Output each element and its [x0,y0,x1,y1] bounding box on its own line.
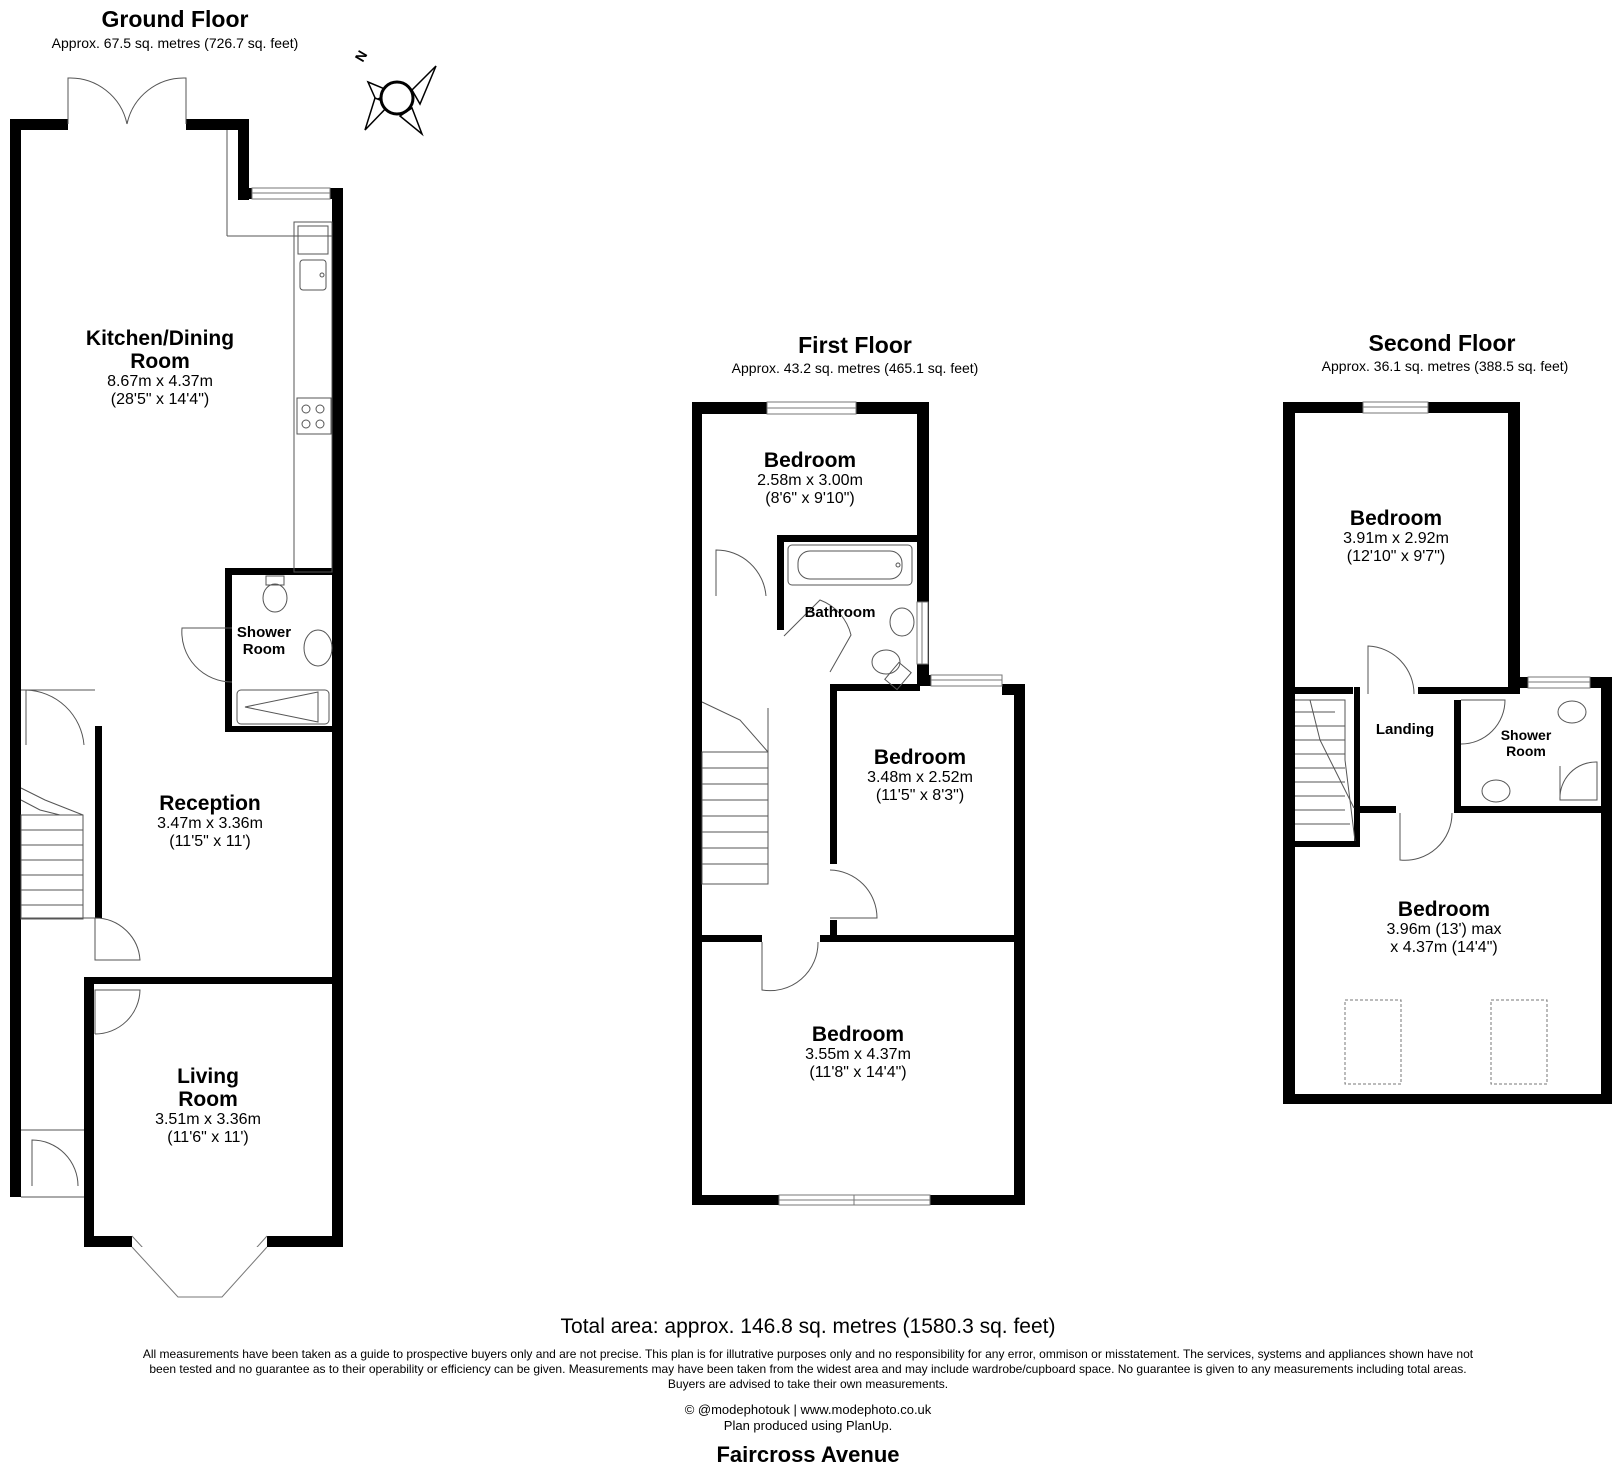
first-bedroom2-name: Bedroom [873,746,967,769]
ground-doors [26,78,232,1186]
living-dim-m: 3.51m x 3.36m [155,1111,261,1128]
kitchen-fixtures [297,226,331,434]
compass-icon [365,66,436,134]
ground-shower-name-line1: Shower [236,624,292,641]
first-bedroom1-dim-m: 2.58m x 3.00m [757,472,863,489]
ground-floor-area: Approx. 67.5 sq. metres (726.7 sq. feet) [51,35,299,51]
disclaimer: All measurements have been taken as a guide to prospective buyers only and are not precise. This plan is for illutrative purposes only and no responsibility for any error, ommison or misstatement. The services, systems and appliances shown have not been tested and no guarantee as to their operability or efficiency can be given. Measurements may have been taken from the widest area and may include wardrobe/cupboard space. No guarantee is given to any measurements including total areas. Buyers are advised to take their own measurements. [142,1347,1474,1391]
landing-name: Landing [1375,721,1435,738]
compass-label: N [351,47,371,65]
first-bedroom2-dim-ft: (11'5" x 8'3") [875,787,965,804]
credit-line-2: Plan produced using PlanUp. [723,1418,893,1433]
bathroom-name: Bathroom [804,604,876,621]
first-bedroom3-dim-m: 3.55m x 4.37m [805,1046,911,1063]
second-bedroom1-name: Bedroom [1349,507,1443,530]
first-bedroom3-name: Bedroom [811,1023,905,1046]
second-floor-title: Second Floor [1368,330,1516,356]
ground-floor-title: Ground Floor [101,6,249,32]
reception-name: Reception [159,792,261,815]
first-floor-area: Approx. 43.2 sq. metres (465.1 sq. feet) [731,360,979,376]
kitchen-name-line1: Kitchen/Dining [85,327,235,350]
second-shower-name-line1: Shower [1500,727,1552,743]
skylights [1345,1000,1547,1084]
second-stairs [1295,700,1355,841]
first-bedroom1-dim-ft: (8'6" x 9'10") [765,490,855,507]
second-shower-name-line2: Room [1506,743,1546,759]
first-bedroom1-name: Bedroom [763,449,857,472]
living-dim-ft: (11'6" x 11') [167,1129,249,1146]
second-bedroom2-name: Bedroom [1397,898,1491,921]
property-address: Faircross Avenue [716,1442,900,1467]
second-bedroom1-dim-ft: (12'10" x 9'7") [1346,548,1446,565]
reception-dim-ft: (11'5" x 11') [169,833,251,850]
credit-line-1: © @modephotouk | www.modephoto.co.uk [684,1402,932,1417]
second-floor-area: Approx. 36.1 sq. metres (388.5 sq. feet) [1321,358,1569,374]
living-name-line2: Room [178,1088,238,1111]
first-floor-title: First Floor [798,332,912,358]
ground-thin-lines [21,130,332,1197]
first-stairs [702,702,768,884]
first-bedroom2-dim-m: 3.48m x 2.52m [867,769,973,786]
kitchen-dim-m: 8.67m x 4.37m [107,373,213,390]
second-bedroom2-dim-line1: 3.96m (13') max [1386,921,1502,938]
second-bedroom1-dim-m: 3.91m x 2.92m [1343,530,1449,547]
total-area: Total area: approx. 146.8 sq. metres (1580.3 sq. feet) [560,1315,1056,1338]
ground-stairs [21,788,83,919]
first-bedroom3-dim-ft: (11'8" x 14'4") [809,1064,907,1081]
ground-shower-name-line2: Room [242,641,286,658]
living-name-line1: Living [177,1065,239,1088]
kitchen-name-line2: Room [130,350,190,373]
second-doors [1368,646,1505,860]
reception-dim-m: 3.47m x 3.36m [157,815,263,832]
second-bedroom2-dim-line2: x 4.37m (14'4") [1390,939,1498,956]
kitchen-dim-ft: (28'5" x 14'4") [110,391,210,408]
